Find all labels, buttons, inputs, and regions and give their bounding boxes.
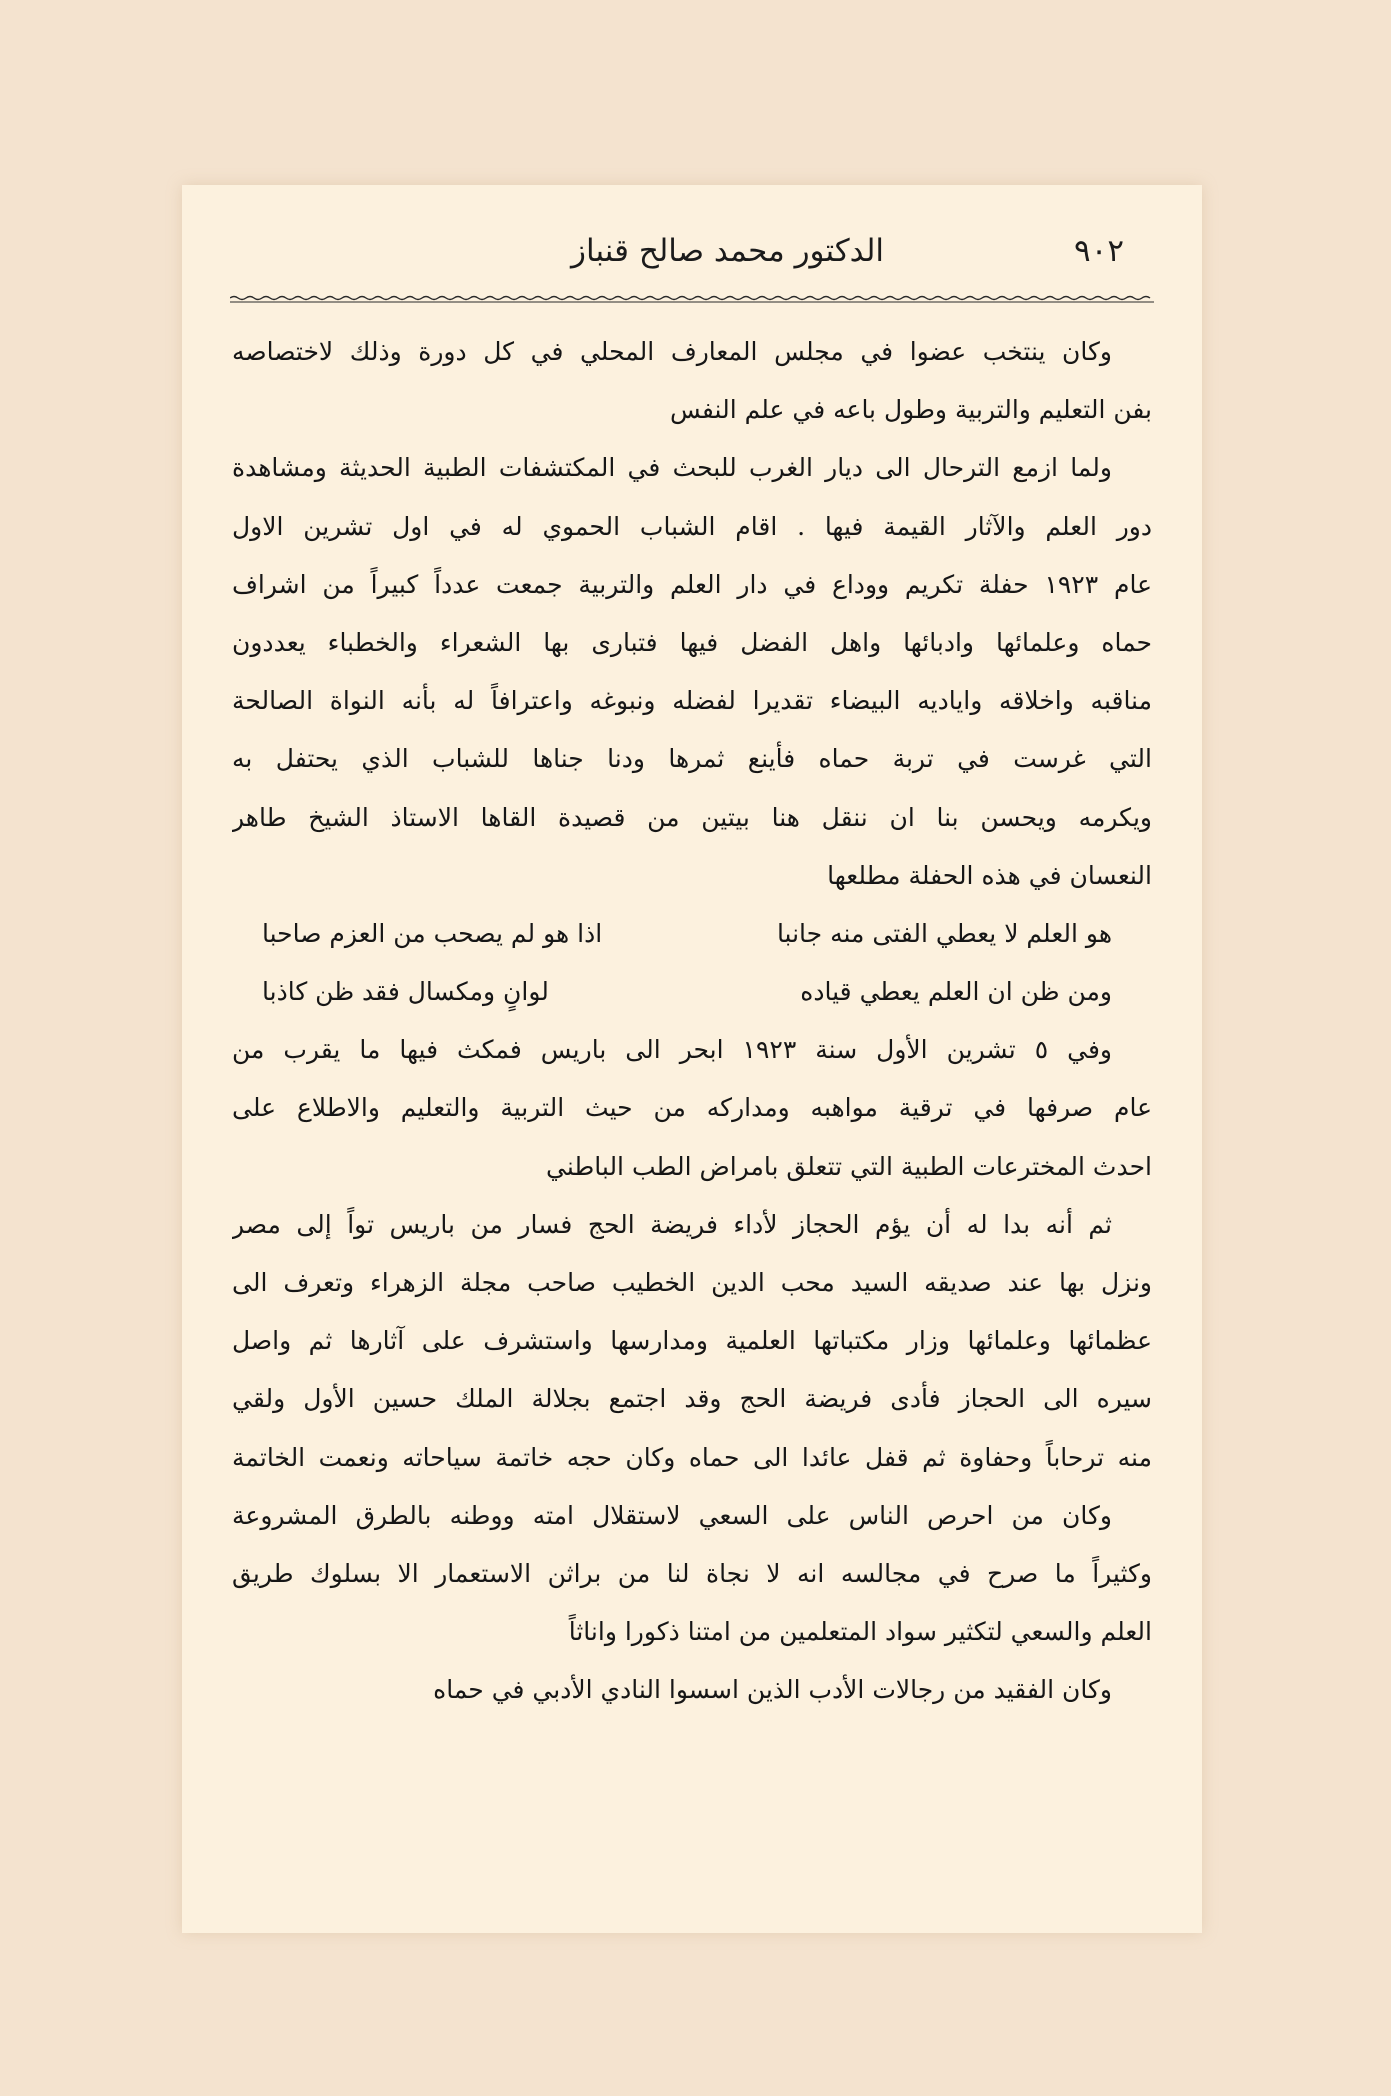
text-line: وكثيراً ما صرح في مجالسه انه لا نجاة لنا من براثن الاستعمار الا بسلوك طريق (232, 1558, 1152, 1588)
text-line: وكان ينتخب عضوا في مجلس المعارف المحلي في كل دورة وذلك لاختصاصه (232, 337, 1112, 366)
text-line: التي غرست في تربة حماه فأينع ثمرها ودنا جناها للشباب الذي يحتفل به (232, 744, 1152, 774)
book-page (182, 185, 1202, 1933)
running-title: الدكتور محمد صالح قنباز (571, 233, 884, 269)
text-line: بفن التعليم والتربية وطول باعه في علم النفس (670, 395, 1152, 425)
text-line: احدث المخترعات الطبية التي تتعلق بامراض الطب الباطني (546, 1151, 1152, 1181)
text-line: مناقبه واخلاقه واياديه البيضاء تقديرا لفضله ونبوغه واعترافاً له بأنه النواة الصالحة (232, 686, 1152, 716)
text-line: وفي ٥ تشرين الأول سنة ١٩٢٣ ابحر الى باريس فمكث فيها ما يقرب من (232, 1035, 1112, 1065)
verse-first-hemistich: هو العلم لا يعطي الفتى منه جانبا (776, 918, 1112, 948)
page-header (230, 225, 1154, 285)
text-line: وكان الفقيد من رجالات الأدب الذين اسسوا النادي الأدبي في حماه (433, 1675, 1112, 1705)
text-line: سيره الى الحجاز فأدى فريضة الحج وقد اجتمع بجلالة الملك حسين الأول ولقي (232, 1384, 1152, 1414)
text-line: النعسان في هذه الحفلة مطلعها (827, 860, 1152, 890)
text-line: عام ١٩٢٣ حفلة تكريم ووداع في دار العلم والتربية جمعت عدداً كبيراً من اشراف (232, 569, 1152, 599)
poem-verse (232, 963, 1152, 1021)
poem-verse (232, 905, 1152, 963)
header-rule (230, 295, 1154, 303)
text-line: ولما ازمع الترحال الى ديار الغرب للبحث في المكتشفات الطبية الحديثة ومشاهدة (232, 453, 1112, 483)
text-line: وكان من احرص الناس على السعي لاستقلال امته ووطنه بالطرق المشروعة (232, 1500, 1112, 1530)
page-number: ٩٠٢ (1074, 233, 1124, 269)
verse-second-hemistich: لوانٍ ومكسال فقد ظن كاذبا (262, 977, 549, 1007)
verse-second-hemistich: اذا هو لم يصحب من العزم صاحبا (262, 918, 603, 948)
text-line: عظمائها وعلمائها وزار مكتباتها العلمية ومدارسها واستشرف على آثارها ثم واصل (232, 1326, 1152, 1356)
text-line: ويكرمه ويحسن بنا ان ننقل هنا بيتين من قصيدة القاها الاستاذ الشيخ طاهر (232, 802, 1152, 832)
header-wavy-rule (230, 295, 1154, 303)
text-line: العلم والسعي لتكثير سواد المتعلمين من امتنا ذكورا واناثاً (568, 1617, 1152, 1647)
text-line: منه ترحاباً وحفاوة ثم قفل عائدا الى حماه وكان حجه خاتمة سياحاته ونعمت الخاتمة (232, 1442, 1152, 1472)
text-line: دور العلم والآثار القيمة فيها . اقام الشباب الحموي له في اول تشرين الاول (232, 511, 1152, 541)
text-line: ثم أنه بدا له أن يؤم الحجاز لأداء فريضة الحج فسار من باريس تواً إلى مصر (232, 1209, 1112, 1239)
text-line: ونزل بها عند صديقه السيد محب الدين الخطيب صاحب مجلة الزهراء وتعرف الى (232, 1268, 1152, 1297)
text-line: حماه وعلمائها وادبائها واهل الفضل فيها فتبارى بها الشعراء والخطباء يعددون (232, 627, 1152, 657)
verse-first-hemistich: ومن ظن ان العلم يعطي قياده (800, 977, 1112, 1007)
body-text (232, 323, 1152, 1720)
text-line: عام صرفها في ترقية مواهبه ومداركه من حيث التربية والتعليم والاطلاع على (232, 1093, 1152, 1123)
